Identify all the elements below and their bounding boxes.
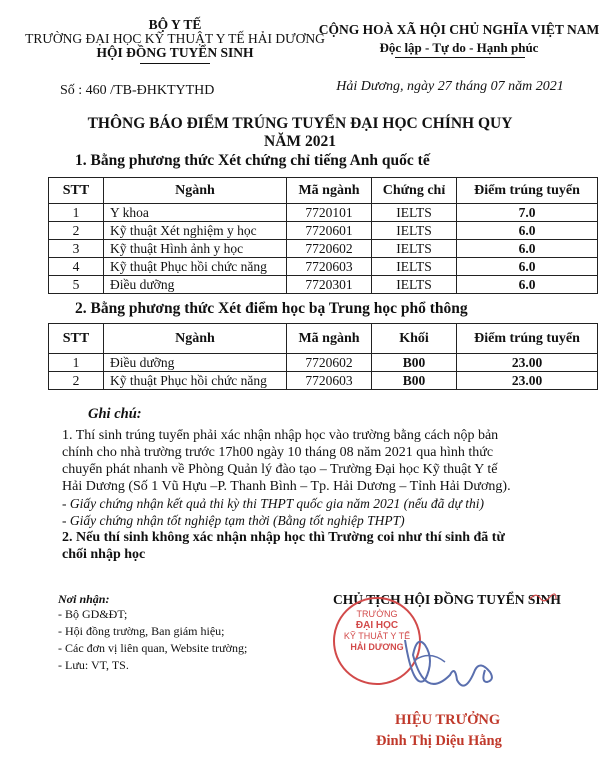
seal-text: ĐẠI HỌC — [355, 620, 399, 631]
cell-code: 7720101 — [287, 204, 372, 222]
cell-score: 23.00 — [457, 372, 598, 390]
cell-score: 6.0 — [457, 222, 598, 240]
col-header-block: Khối — [372, 324, 457, 354]
cell-stt: 2 — [49, 222, 104, 240]
document-title-year: NĂM 2021 — [264, 133, 336, 150]
cell-cert: IELTS — [372, 240, 457, 258]
cell-score: 7.0 — [457, 204, 598, 222]
table-row — [49, 354, 598, 372]
issue-date: Hải Dương, ngày 27 tháng 07 năm 2021 — [336, 79, 564, 94]
cell-cert: IELTS — [372, 222, 457, 240]
cell-code: 7720602 — [287, 354, 372, 372]
cell-stt: 5 — [49, 276, 104, 294]
nation-title: CỘNG HOÀ XÃ HỘI CHỦ NGHĨA VIỆT NAM — [318, 22, 600, 37]
table-row — [49, 240, 598, 258]
note-line: chuyển phát nhanh về Phòng Quản lý đào tạo – Trường Đại học Kỹ thuật Y tế — [62, 462, 498, 477]
note-doc-1: - Giấy chứng nhận kết quả thi kỳ thi THPT quốc gia năm 2021 (nếu đã dự thi) — [62, 496, 485, 511]
list-item: - Hội đồng trường, Ban giám hiệu; — [58, 624, 225, 638]
school-name: TRƯỜNG ĐẠI HỌC KỸ THUẬT Y TẾ HẢI DƯƠNG — [25, 31, 325, 46]
note-line: 1. Thí sinh trúng tuyển phải xác nhận nhập học vào trường bằng cách nộp bản — [62, 428, 499, 443]
cell-major: Kỹ thuật Phục hồi chức năng — [104, 258, 287, 276]
header-rule-right — [395, 57, 525, 58]
cell-code: 7720602 — [287, 240, 372, 258]
col-header-stt: STT — [49, 178, 104, 204]
note-line: chính cho nhà trường trước 17h00 ngày 10 tháng 08 năm 2021 qua hình thức — [62, 445, 494, 460]
cell-cert: IELTS — [372, 258, 457, 276]
table-row — [49, 258, 598, 276]
cell-stt: 2 — [49, 372, 104, 390]
col-header-stt: STT — [49, 324, 104, 354]
doc-number: Số : 460 /TB-ĐHKTYTHD — [60, 83, 215, 98]
cell-score: 6.0 — [457, 258, 598, 276]
cell-stt: 4 — [49, 258, 104, 276]
table-header-row — [49, 178, 598, 204]
table-row — [49, 276, 598, 294]
note-line: chối nhập học — [62, 547, 146, 562]
table-row — [49, 204, 598, 222]
col-header-code: Mã ngành — [287, 324, 372, 354]
document-title: THÔNG BÁO ĐIỂM TRÚNG TUYỂN ĐẠI HỌC CHÍNH QUY — [87, 115, 513, 132]
cell-score: 6.0 — [457, 276, 598, 294]
cell-code: 7720603 — [287, 372, 372, 390]
table-english-cert — [48, 177, 598, 294]
table-header-row — [49, 324, 598, 354]
cell-stt: 1 — [49, 204, 104, 222]
note-line: Hải Dương (Số 1 Vũ Hựu –P. Thanh Bình – Tp. Hải Dương – Tỉnh Hải Dương). — [62, 479, 511, 494]
section1-heading: 1. Bằng phương thức Xét chứng chỉ tiếng Anh quốc tế — [75, 152, 430, 169]
cell-code: 7720601 — [287, 222, 372, 240]
council-name: HỘI ĐỒNG TUYỂN SINH — [96, 45, 254, 60]
cell-cert: IELTS — [372, 276, 457, 294]
cell-major: Kỹ thuật Phục hồi chức năng — [104, 372, 287, 390]
cell-major: Điều dưỡng — [104, 354, 287, 372]
col-header-code: Mã ngành — [287, 178, 372, 204]
cell-major: Kỹ thuật Hình ảnh y học — [104, 240, 287, 258]
notes-title: Ghi chú: — [88, 406, 142, 422]
cell-score: 6.0 — [457, 240, 598, 258]
col-header-major: Ngành — [104, 324, 287, 354]
handwritten-signature — [395, 620, 515, 710]
cell-major: Y khoa — [104, 204, 287, 222]
cell-score: 23.00 — [457, 354, 598, 372]
cell-cert: IELTS — [372, 204, 457, 222]
col-header-score: Điểm trúng tuyển — [457, 324, 598, 354]
table-transcript — [48, 323, 598, 390]
col-header-cert: Chứng chỉ — [372, 178, 457, 204]
section2-heading: 2. Bằng phương thức Xét điểm học bạ Trung học phổ thông — [75, 300, 468, 317]
note-line: 2. Nếu thí sinh không xác nhận nhập học thì Trường coi như thí sinh đã từ — [62, 530, 505, 545]
list-item: - Lưu: VT, TS. — [58, 658, 129, 672]
ministry-name: BỘ Y TẾ — [148, 17, 202, 32]
list-item: - Bộ GD&ĐT; — [58, 607, 128, 621]
seal-text: HẢI DƯƠNG — [350, 642, 404, 652]
list-item: - Các đơn vị liên quan, Website trường; — [58, 641, 248, 655]
recipients-list — [58, 606, 247, 674]
recipients-title: Nơi nhận: — [58, 592, 110, 606]
cell-code: 7720301 — [287, 276, 372, 294]
signer-name: Đinh Thị Diệu Hằng — [376, 733, 502, 749]
cell-stt: 1 — [49, 354, 104, 372]
table-row — [49, 372, 598, 390]
cell-stt: 3 — [49, 240, 104, 258]
col-header-score: Điểm trúng tuyển — [457, 178, 598, 204]
initial-mark — [528, 590, 558, 604]
seal-text: TRƯỜNG — [356, 609, 398, 619]
cell-code: 7720603 — [287, 258, 372, 276]
cell-major: Điều dưỡng — [104, 276, 287, 294]
note-doc-2: - Giấy chứng nhận tốt nghiệp tạm thời (Bằng tốt nghiệp THPT) — [62, 513, 405, 528]
cell-major: Kỹ thuật Xét nghiệm y học — [104, 222, 287, 240]
table-row — [49, 222, 598, 240]
signer-title: HIỆU TRƯỞNG — [395, 712, 501, 728]
seal-text: KỸ THUẬT Y TẾ — [343, 631, 411, 641]
cell-block: B00 — [372, 372, 457, 390]
col-header-major: Ngành — [104, 178, 287, 204]
notes-paragraph-1 — [62, 427, 592, 563]
header-rule-left — [140, 63, 210, 64]
cell-block: B00 — [372, 354, 457, 372]
motto: Độc lập - Tự do - Hạnh phúc — [379, 40, 539, 55]
signature-role: CHỦ TỊCH HỘI ĐỒNG TUYỂN SINH — [333, 592, 561, 607]
